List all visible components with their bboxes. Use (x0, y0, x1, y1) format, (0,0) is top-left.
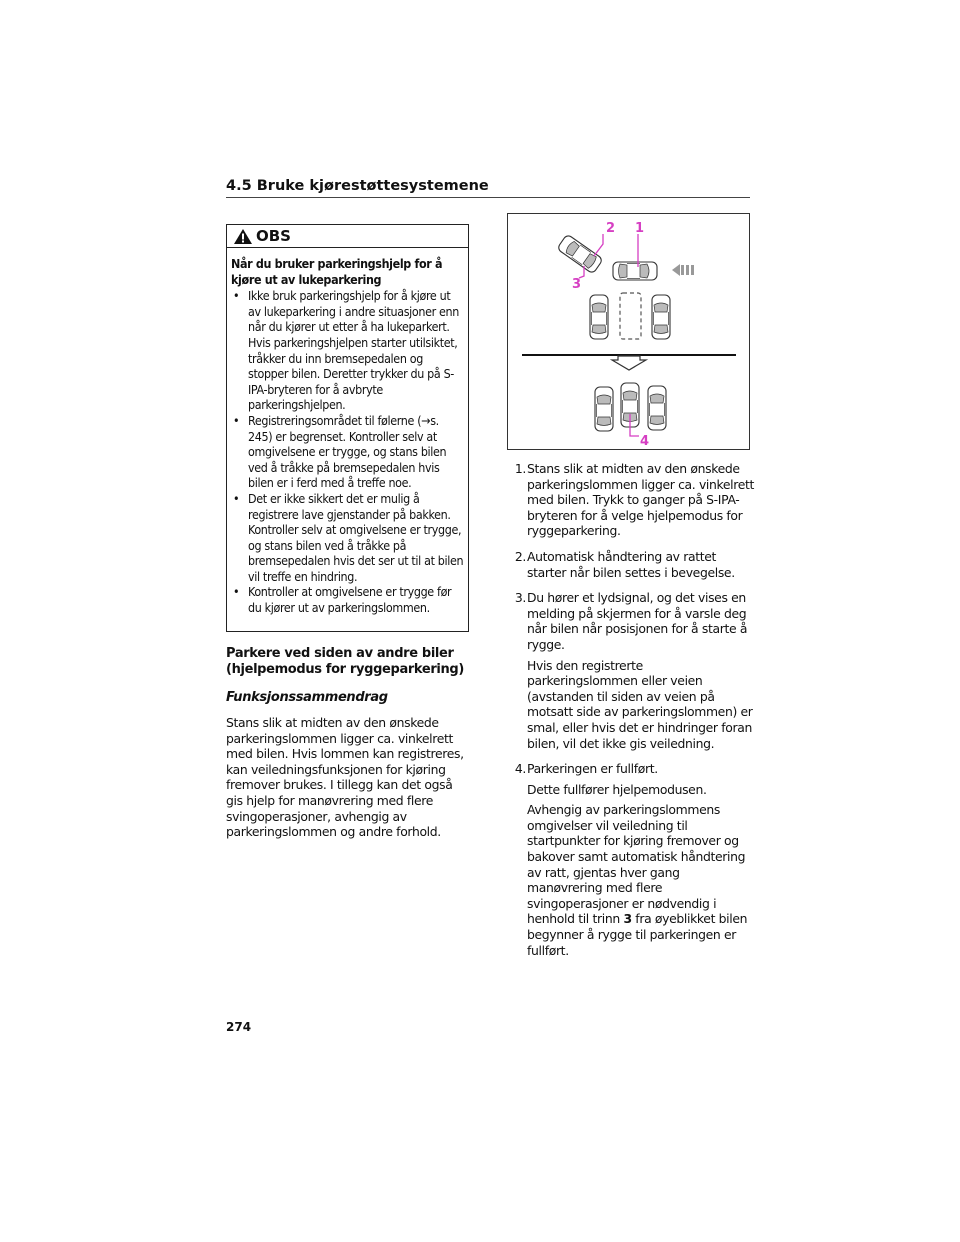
caution-bullet-text: Registreringsområdet til følerne (→s. 245) er begrenset. Kontroller selv at omgivelsene er trygge, og stans bilen ved å tråkke på bremsepedalen hvis bilen er i ferd med å treffe noe. (248, 412, 447, 491)
caution-bullet: • Det er ikke sikkert det er mulig å registrere lave gjenstander på bakken. Kontroller selv at omgivelsene er trygge, og stans bilen ved å tråkke på bremsepedalen hvis det ser ut til at bilen vil treffe en hindring. (231, 491, 468, 585)
summary-paragraph: Stans slik at midten av den ønskede parkeringslommen ligger ca. vinkelrett med bilen. Hvis lommen kan registreres, kan veiledningsfunksjonen for kjøring fremover brukes. I tillegg kan det også gis hjelp for manøvrering med flere svingoperasjoner, avhengig av parkeringslommen og andre forhold. (226, 715, 464, 840)
step-text: Parkeringen er fullført. (527, 761, 658, 777)
step-number: 4. (514, 761, 526, 777)
step-number: 1. (514, 461, 526, 476)
parking-space-outline (620, 293, 641, 339)
step-note: Avhengig av parkeringslommens omgivelser vil veiledning til startpunkter for kjøring fremover og bakover samt automatisk håndtering av ratt, gjentas hver gang manøvrering med flere svingoperasjoner er nødvendig i henhold til trinn 3 fra øyeblikket bilen begynner å rygge til parkeringen er fullført. (527, 802, 748, 958)
caution-bullet: • Ikke bruk parkeringshjelp for å kjøre ut av lukeparkering i andre situasjoner enn når du kjører ut etter å ha lukeparkert. Hvis parkeringshjelpen starter utilsiktet, tråkker du inn bremsepedalen og stopper bilen. Deretter trykker du på S-IPA-bryteren for å avbryte parkeringshjelpen. (231, 288, 468, 413)
step-number: 3. (514, 590, 526, 606)
caution-bullet-text: Ikke bruk parkeringshjelp for å kjøre ut av lukeparkering i andre situasjoner enn når du kjører ut etter å ha lukeparkert. Hvis parkeringshjelpen starter utilsiktet, tråkker du inn bremsepedalen og stopper bilen. Deretter trykker du på S-IPA-bryteren for å avbryte parkeringshjelpen. (248, 288, 459, 413)
caution-header (227, 225, 468, 248)
direction-arrow-icon (672, 264, 694, 276)
step-text: Stans slik at midten av den ønskede parkeringslommen ligger ca. vinkelrett med bilen. Trykk to ganger på S-IPA-bryteren for å velge hjelpemodus for ryggeparkering. (527, 461, 755, 539)
diagram-label: 2 (606, 221, 616, 236)
down-arrow-icon (612, 356, 646, 370)
step-item (510, 761, 756, 963)
step-number: 2. (514, 548, 526, 564)
step-item (510, 590, 756, 756)
subheading: Funksjonssammendrag (226, 690, 388, 705)
caution-bullet-text: Kontroller at omgivelsene er trygge før du kjører ut av parkeringslommen. (248, 584, 452, 616)
section-header: 4.5 Bruke kjørestøttesystemene (226, 178, 750, 198)
caution-label: OBS (256, 227, 291, 245)
step-list (510, 461, 756, 968)
step-text: Du hører et lydsignal, og det vises en melding på skjermen for å varsle deg når bilen når posisjonen for å starte å rygge. (527, 590, 748, 652)
parked-car-icon (590, 295, 608, 339)
step-text: Automatisk håndtering av rattet starter når bilen settes i bevegelse. (527, 548, 735, 580)
diagram-label: 3 (572, 277, 582, 292)
diagram-label: 1 (635, 221, 645, 236)
parking-diagram (507, 213, 750, 450)
section-heading: Parkere ved siden av andre biler (hjelpemodus for ryggeparkering) (226, 646, 464, 677)
parking-illustration (508, 214, 749, 449)
caution-body (227, 248, 468, 616)
step-note: Hvis den registrerte parkeringslommen eller veien (avstanden til siden av veien på motsatt side av parkeringslommen) er smal, eller hvis det er hindringer foran bilen, vil det ikke gis veiledning. (527, 657, 753, 751)
caution-box (226, 224, 469, 632)
warning-triangle-icon (233, 228, 253, 245)
caution-title: Når du bruker parkeringshjelp for å kjøre ut av lukeparkering (231, 256, 443, 287)
step-item (510, 549, 756, 585)
caution-bullet: • Registreringsområdet til følerne (→s. 245) er begrenset. Kontroller selv at omgivelsene er trygge, og stans bilen ved å tråkke på bremsepedalen hvis bilen er i ferd med å treffe noe. (231, 413, 468, 491)
own-car-icon (613, 262, 657, 280)
caution-bullet: • Kontroller at omgivelsene er trygge før du kjører ut av parkeringslommen. (231, 584, 468, 615)
parked-car-icon (652, 295, 670, 339)
step-note: Dette fullfører hjelpemodusen. (527, 781, 707, 797)
caution-bullet-text: Det er ikke sikkert det er mulig å registrere lave gjenstander på bakken. Kontroller selv at omgivelsene er trygge, og stans bilen ved å tråkke på bremsepedalen hvis det ser ut til at bilen vil treffe en hindring. (248, 490, 464, 584)
diagram-label: 4 (640, 434, 650, 449)
page-number: 274 (226, 1020, 252, 1034)
step-item (510, 461, 756, 544)
parked-car-icon (595, 387, 613, 431)
parked-car-icon (648, 386, 666, 430)
